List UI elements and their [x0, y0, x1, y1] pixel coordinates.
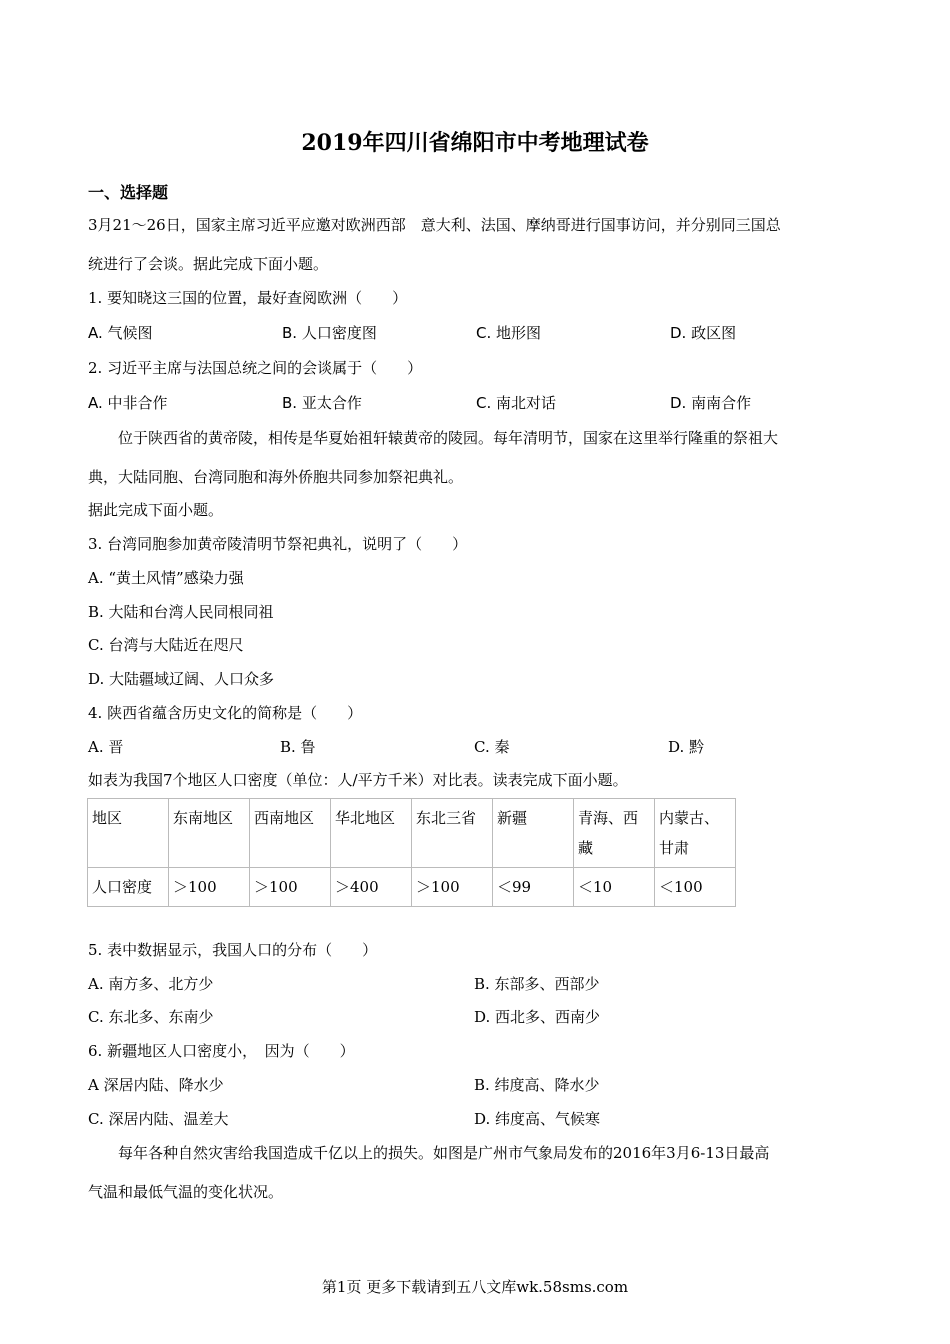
question-6-option-d: D. 纬度高、气候寒: [474, 1110, 601, 1128]
question-4-option-c: C. 秦: [474, 738, 510, 756]
table-cell: ＜100: [655, 868, 736, 907]
question-4-option-b: B. 鲁: [280, 738, 316, 756]
question-1-stem: 1. 要知晓这三国的位置，最好查阅欧洲（ ）: [88, 289, 408, 307]
table-header-cell: 东北三省: [412, 799, 493, 868]
table-header-cell: 华北地区: [331, 799, 412, 868]
question-3-option-a: A. “黄土风情”感染力强: [88, 569, 244, 587]
question-4-stem: 4. 陕西省蕴含历史文化的简称是（ ）: [88, 704, 363, 722]
question-4-option-d: D. 黔: [668, 738, 705, 756]
intro-1-line-1: 3月21～26日，国家主席习近平应邀对欧洲西部 意大利、法国、摩纳哥进行国事访问，并分别同三国总: [88, 216, 781, 234]
question-6-option-c: C. 深居内陆、温差大: [88, 1110, 229, 1128]
table-intro: 如表为我国7个地区人口密度（单位：人/平方千米）对比表。读表完成下面小题。: [88, 771, 628, 789]
table-header-cell: 内蒙古、甘肃: [655, 799, 736, 868]
question-5-option-b: B. 东部多、西部少: [474, 975, 600, 993]
question-6-option-a: A 深居内陆、降水少: [88, 1076, 224, 1094]
question-2-stem: 2. 习近平主席与法国总统之间的会谈属于（ ）: [88, 359, 423, 377]
page-title: 2019年四川省绵阳市中考地理试卷: [301, 130, 649, 156]
table-header-row: [88, 799, 736, 868]
question-1-option-d: D. 政区图: [670, 324, 737, 342]
intro-3-line-2: 气温和最低气温的变化状况。: [88, 1183, 284, 1201]
table-cell: ＞100: [169, 868, 250, 907]
table-row: [88, 868, 736, 907]
question-5-option-c: C. 东北多、东南少: [88, 1008, 214, 1026]
table-header-cell: 地区: [88, 799, 169, 868]
table-cell: ＞400: [331, 868, 412, 907]
table-header-cell: 西南地区: [250, 799, 331, 868]
question-5-option-d: D. 西北多、西南少: [474, 1008, 601, 1026]
question-5-option-a: A. 南方多、北方少: [88, 975, 214, 993]
question-2-option-c: C. 南北对话: [476, 394, 557, 412]
table-header-cell: 青海、西藏: [574, 799, 655, 868]
question-3-option-c: C. 台湾与大陆近在咫尺: [88, 636, 244, 654]
intro-1-line-2: 统进行了会谈。据此完成下面小题。: [88, 255, 329, 273]
question-3-option-b: B. 大陆和台湾人民同根同祖: [88, 603, 274, 621]
question-2-option-a: A. 中非合作: [88, 394, 168, 412]
question-1-option-c: C. 地形图: [476, 324, 542, 342]
table-cell: ＜10: [574, 868, 655, 907]
section-heading: 一、选择题: [88, 183, 169, 202]
table-cell: ＞100: [412, 868, 493, 907]
page-footer: 第1页 更多下载请到五八文库wk.58sms.com: [321, 1278, 629, 1296]
question-5-stem: 5. 表中数据显示，我国人口的分布（ ）: [88, 941, 378, 959]
intro-3-line-1: 每年各种自然灾害给我国造成千亿以上的损失。如图是广州市气象局发布的2016年3月6-13日最高: [118, 1144, 770, 1162]
question-1-option-b: B. 人口密度图: [282, 324, 377, 342]
table-cell: ＞100: [250, 868, 331, 907]
population-density-table: [87, 798, 736, 907]
question-2-option-b: B. 亚太合作: [282, 394, 362, 412]
question-3-option-d: D. 大陆疆域辽阔、人口众多: [88, 670, 275, 688]
question-6-option-b: B. 纬度高、降水少: [474, 1076, 600, 1094]
table-cell: 人口密度: [88, 868, 169, 907]
question-2-option-d: D. 南南合作: [670, 394, 752, 412]
question-6-stem: 6. 新疆地区人口密度小， 因为（ ）: [88, 1042, 355, 1060]
intro-2-line-3: 据此完成下面小题。: [88, 501, 224, 519]
question-1-option-a: A. 气候图: [88, 324, 153, 342]
question-3-stem: 3. 台湾同胞参加黄帝陵清明节祭祀典礼，说明了（ ）: [88, 535, 468, 553]
intro-2-line-1: 位于陕西省的黄帝陵，相传是华夏始祖轩辕黄帝的陵园。每年清明节，国家在这里举行隆重的祭祖大: [118, 429, 779, 447]
table-header-cell: 新疆: [493, 799, 574, 868]
question-4-option-a: A. 晋: [88, 738, 124, 756]
table-header-cell: 东南地区: [169, 799, 250, 868]
table-cell: ＜99: [493, 868, 574, 907]
intro-2-line-2: 典，大陆同胞、台湾同胞和海外侨胞共同参加祭祀典礼。: [88, 468, 464, 486]
